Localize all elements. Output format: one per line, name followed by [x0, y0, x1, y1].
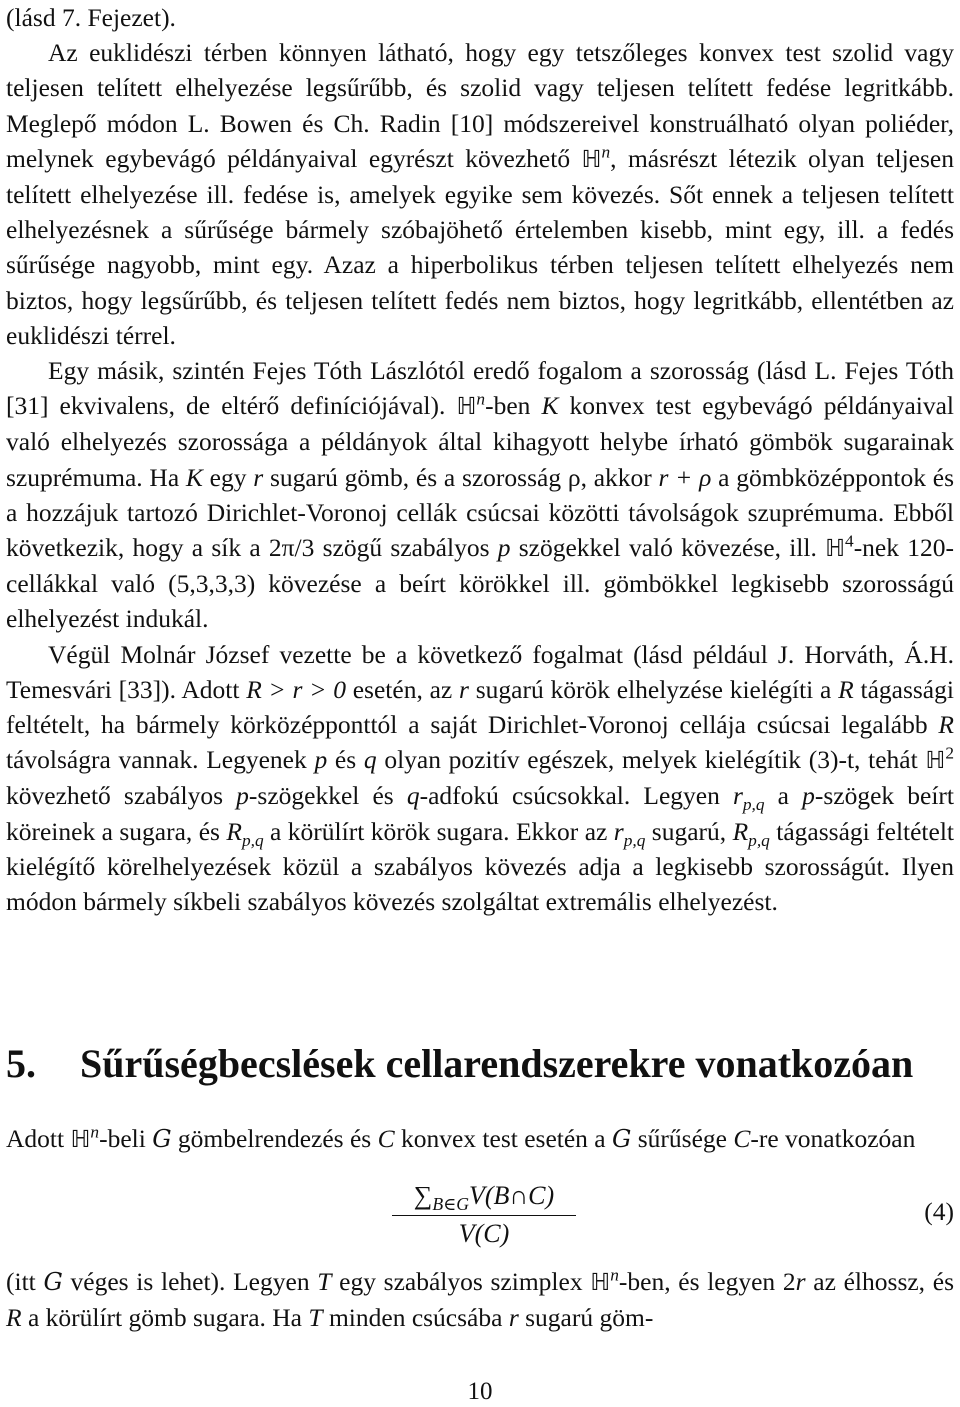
paragraph-tightness: Egy másik, szintén Fejes Tóth Lászlótól eredő fogalom a szorosság (lásd L. Fejes Tóth [31] ekvivalens, de eltérő definíciójával). ℍ$^n$-ben K konvex test egybevágó példányaival való elhelyezés szorossága a példányok által kihagyott helybe írható gömbök sugarainak szuprémuma. Ha K egy r sugarú gömb, és a szorosság ρ, akkor r + ρ a gömbközéppontok és a hozzájuk tartozó Dirichlet-Voronoj cellák csúcsai közötti távolságok szuprémuma. Ebből következik, hogy a sík a 2π/3 szögű szabályos p szögekkel való kövezése, ill. ℍ$^4$-nek 120-cellákkal való (5,3,3,3) kövezése a beírt körökkel ill. gömbökkel legkisebb szorosságú elhelyezést indukál. — [6, 356, 955, 634]
paragraph-simplex: (itt G véges is lehet). Legyen T egy szabályos szimplex ℍ$^n$-ben, és legyen 2r az élhossz, és R a körülírt gömb sugara. Ha T minden csúcsába r sugarú göm- — [6, 1265, 954, 1333]
paragraph-euclidean: Az euklidészi térben könnyen látható, hogy egy tetszőleges konvex test szolid vagy teljesen telített elhelyezése legsűrűbb, és szolid vagy teljesen telített fedése legritkább. Meglepő módon L. Bowen és Ch. Radin [10] módszereivel konstruálható olyan poliéder, melynek egybevágó példányaival egyrészt kövezhető ℍ$^n$, másrészt létezik olyan teljesen telített elhelyezése ill. fedése is, amelyek egyike sem kövezés. Sőt ennek a teljesen telített elhelyezésnek a sűrűsége bármely szóbajöhető értelemben kisebb, mint egy, ill. a fedés sűrűsége nagyobb, mint egy. Azaz a hiperbolikus térben teljesen telített elhelyezés nem biztos, hogy legsűrűbb, és teljesen telített fedés nem biztos, hogy legritkább, ellentétben az euklidészi térrel. — [6, 38, 954, 350]
body-text-top — [6, 0, 954, 919]
paragraph-spaciousness: Végül Molnár József vezette be a következő fogalmat (lásd például J. Horváth, Á.H. Temesvári [33]). Adott R > r > 0 esetén, az r sugarú körök elhelyzése kielégíti a R tágassági feltételt, ha bármely körközépponttól a saját Dirichlet-Voronoj cellája csúcsai legalább R távolságra vannak. Legyenek p és q olyan pozitív egészek, melyek kielégítik (3)-t, tehát ℍ$^2$ kövezhető szabályos p-szögekkel és q-adfokú csúcsokkal. Legyen $r_{p,q}$ a p-szögek beírt köreinek a sugara, és $R_{p,q}$ a körülírt körök sugara. Ekkor az $r_{p,q}$ sugarú, $R_{p,q}$ tágassági feltételt kielégítő körelhelyezések közül a szabályos kövezés adja a legkisebb szorosságút. Ilyen módon bármely síkbeli szabályos kövezés szolgáltat extremális elhelyezést. — [6, 639, 955, 917]
paragraph-density-definition: Adott ℍ$^n$-beli G gömbelrendezés és C konvex test esetén a G sűrűsége C-re vonatkozóan — [6, 1122, 916, 1153]
equation-number: (4) — [924, 1197, 954, 1226]
body-text-after-equation — [6, 1264, 954, 1335]
paragraph-continuation: (lásd 7. Fejezet). — [6, 3, 176, 32]
fraction-numerator: $\sum_{B\in G}V(B\cap C)$ — [413, 1181, 555, 1215]
display-equation — [6, 1177, 954, 1257]
section-title: Sűrűségbecslések cellarendszerekre vonatkozóan — [80, 1041, 914, 1086]
body-text-section — [6, 1121, 954, 1157]
page-number: 10 — [467, 1378, 493, 1405]
fraction-denominator: V(C) — [458, 1219, 510, 1248]
section-number: 5. — [6, 1041, 36, 1086]
section-heading — [6, 1040, 913, 1088]
density-fraction — [390, 1177, 578, 1252]
